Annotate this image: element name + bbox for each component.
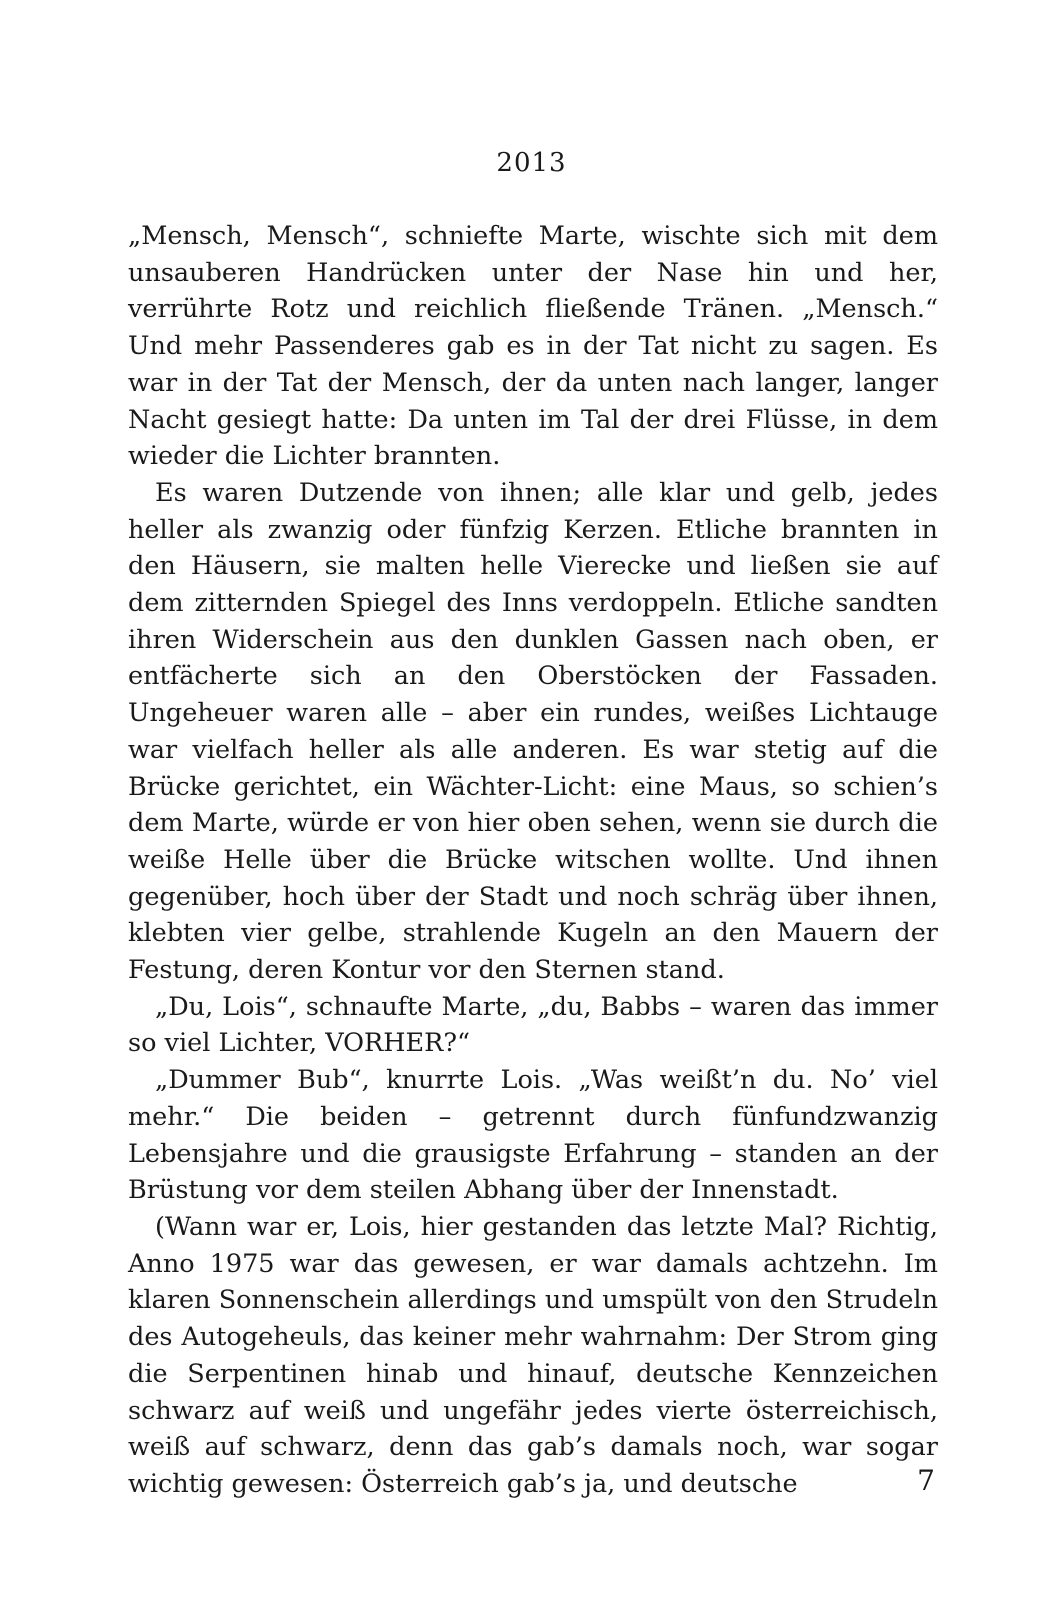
paragraph-4: „Dummer Bub“, knurrte Lois. „Was weißt’n du. No’ viel mehr.“ Die beiden – getrennt durch fünfundzwanzig Lebensjahre und die grausigste Erfahrung – standen an der Brüstung vor dem steilen Abhang über der Innenstadt. xyxy=(128,1065,938,1206)
paragraph-3: „Du, Lois“, schnaufte Marte, „du, Babbs – waren das immer so viel Lichter, VORHER?“ xyxy=(128,991,938,1059)
chapter-title: 2013 xyxy=(496,148,567,178)
page-number: 7 xyxy=(917,1464,935,1497)
paragraph-5: (Wann war er, Lois, hier gestanden das letzte Mal? Richtig, Anno 1975 war das gewesen, er war damals achtzehn. Im klaren Sonnenschein allerdings und umspült von den Strudeln des Autogeheuls, das keiner mehr wahrnahm: Der Strom ging die Serpentinen hinab und hinauf, deutsche Kennzeichen schwarz auf weiß und ungefähr jedes vierte österreichisch, weiß auf schwarz, denn das gab’s damals noch, war sogar wichtig gewesen: Österreich gab’s ja, und deutsche xyxy=(128,1211,938,1499)
paragraph-2: Es waren Dutzende von ihnen; alle klar und gelb, jedes heller als zwanzig oder fünfzig Kerzen. Etliche brannten in den Häusern, sie malten helle Vierecke und ließen sie auf dem zitternden Spiegel des Inns verdoppeln. Etliche sandten ihren Widerschein aus den dunklen Gassen nach oben, er entfächerte sich an den Oberstöcken der Fassaden. Ungeheuer waren alle – aber ein rundes, weißes Lichtauge war vielfach heller als alle anderen. Es war stetig auf die Brücke gerichtet, ein Wächter-Licht: eine Maus, so schien’s dem Marte, würde er von hier oben sehen, wenn sie durch die weiße Helle über die Brücke witschen wollte. Und ihnen gegenüber, hoch über der Stadt und noch schräg über ihnen, klebten vier gelbe, strahlende Kugeln an den Mauern der Festung, deren Kontur vor den Sternen stand. xyxy=(128,477,938,986)
body-text xyxy=(128,218,938,1503)
paragraph-1: „Mensch, Mensch“, schniefte Marte, wischte sich mit dem unsauberen Handrücken unter der Nase hin und her, verrührte Rotz und reichlich fließende Tränen. „Mensch.“ Und mehr Passenderes gab es in der Tat nicht zu sagen. Es war in der Tat der Mensch, der da unten nach langer, langer Nacht gesiegt hatte: Da unten im Tal der drei Flüsse, in dem wieder die Lichter brannten. xyxy=(128,221,938,472)
